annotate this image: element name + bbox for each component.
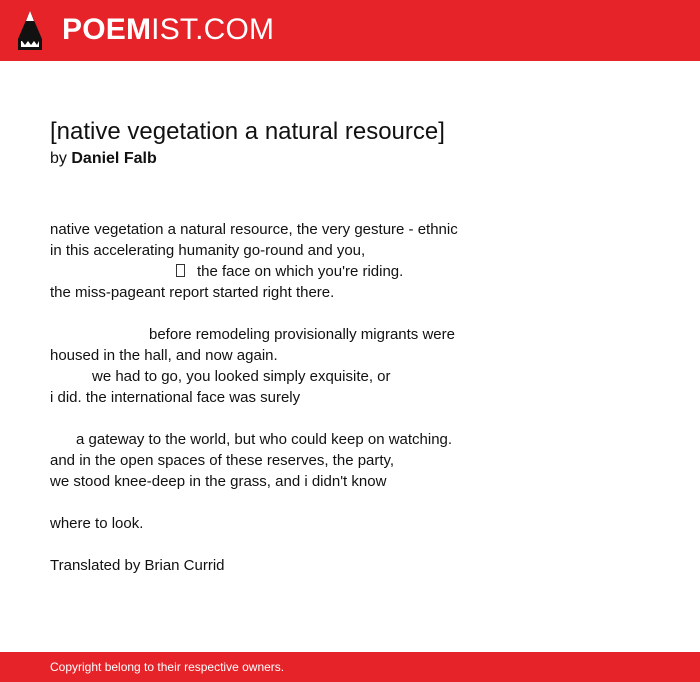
poem-line: where to look.: [50, 515, 144, 532]
copyright-text: Copyright belong to their respective owners.: [50, 660, 285, 674]
poem-line: [50, 303, 650, 324]
poem-line: before remodeling provisionally migrants were: [149, 326, 455, 343]
author-link[interactable]: Daniel Falb: [71, 150, 157, 167]
poem-line: [50, 492, 650, 513]
poem-line: a gateway to the world, but who could keep on watching.: [76, 431, 453, 448]
poem-line: the miss-pageant report started right there.: [50, 284, 335, 301]
poem-line: we had to go, you looked simply exquisite, or: [92, 368, 391, 385]
poem-line: native vegetation a natural resource, the very gesture - ethnic: [50, 221, 458, 238]
poem-line: housed in the hall, and now again.: [50, 347, 278, 364]
logo-bold-text: POEM: [62, 13, 152, 46]
missing-glyph-icon: [176, 264, 185, 277]
site-footer: [0, 652, 700, 682]
poem-line: we stood knee-deep in the grass, and i didn't know: [50, 473, 387, 490]
poem-line-text: the face on which you're riding.: [197, 263, 404, 280]
poem-line: [50, 408, 650, 429]
logo-light-text: IST.COM: [151, 13, 275, 46]
site-header: [0, 0, 700, 61]
translator-credit: Translated by Brian Currid: [50, 557, 225, 574]
site-logo-link[interactable]: [62, 12, 274, 48]
poem-line: [50, 261, 650, 282]
pencil-icon[interactable]: [17, 10, 43, 51]
byline: [50, 149, 157, 169]
poem-title: [native vegetation a natural resource]: [50, 118, 445, 145]
by-label: by: [50, 150, 67, 167]
poem-body: [50, 219, 650, 576]
poem-line: i did. the international face was surely: [50, 389, 301, 406]
poem-line: in this accelerating humanity go-round and you,: [50, 242, 366, 259]
poem-line: and in the open spaces of these reserves, the party,: [50, 452, 395, 469]
poem-line: [50, 534, 650, 555]
